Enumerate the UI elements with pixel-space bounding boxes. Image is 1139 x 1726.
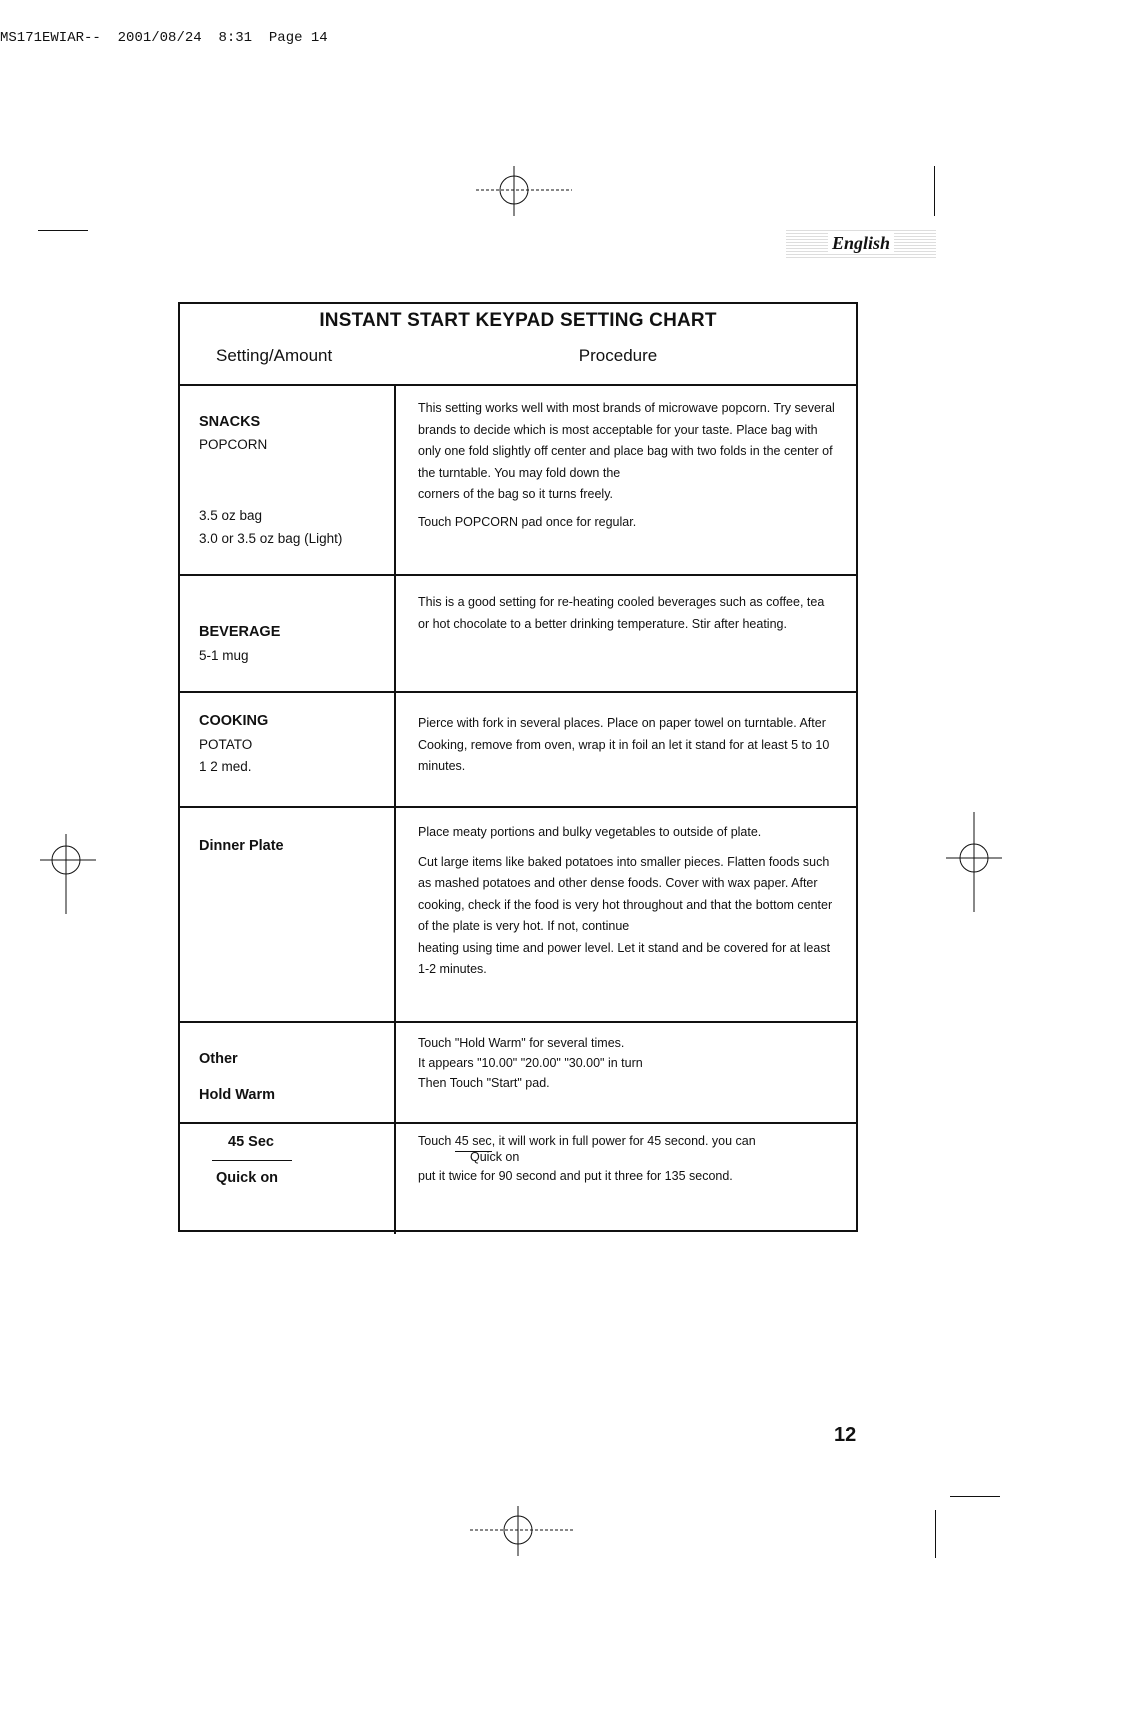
print-header	[0, 30, 328, 46]
divider	[212, 1160, 292, 1161]
procedure-cell	[396, 1023, 856, 1122]
amount-label: 5-1 mug	[199, 648, 249, 663]
procedure-text: Touch POPCORN pad once for regular.	[418, 514, 637, 529]
amount-label: 1 2 med.	[199, 759, 252, 774]
procedure-text: Pierce with fork in several places. Place on paper towel on turntable. After Cooking, remove from oven, wrap it in foil an let it stand for at least 5 to 10 minutes.	[418, 716, 830, 773]
crop-mark	[950, 1496, 1000, 1497]
item-label: Hold Warm	[199, 1087, 275, 1103]
procedure-cell	[396, 576, 856, 691]
table-row-dinner-plate	[180, 808, 856, 1023]
page-number: 12	[834, 1424, 857, 1446]
table-row-cooking	[180, 693, 856, 808]
registration-mark-icon	[946, 812, 1002, 912]
crop-mark	[38, 230, 88, 231]
keypad-setting-chart	[178, 302, 858, 1232]
crop-mark	[935, 1510, 936, 1558]
procedure-text: This setting works well with most brands of microwave popcorn. Try several brands to decide which is most acceptable for your taste. Place bag with only one fold slightly off center and place bag with two folds in the center of the turntable. You may fold down the	[418, 401, 835, 480]
procedure-text: This is a good setting for re-heating cooled beverages such as coffee, tea or hot chocolate to a better drinking temperature. Stir after heating.	[418, 595, 825, 631]
key-label: 45 sec	[455, 1132, 492, 1152]
procedure-text: It appears "10.00" "20.00" "30.00" in turn	[418, 1056, 643, 1070]
amount-label: 3.0 or 3.5 oz bag (Light)	[199, 531, 343, 546]
setting-cell	[180, 386, 396, 574]
table-row-beverage	[180, 576, 856, 693]
language-badge	[786, 228, 936, 258]
chart-header	[180, 304, 856, 386]
procedure-cell	[396, 693, 856, 806]
print-time: 8:31	[218, 30, 253, 46]
category-label: Other	[199, 1051, 238, 1067]
print-date: 2001/08/24	[117, 30, 202, 46]
setting-cell	[180, 576, 396, 691]
procedure-text: Place meaty portions and bulky vegetables to outside of plate.	[418, 825, 762, 839]
chart-title: INSTANT START KEYPAD SETTING CHART	[319, 310, 717, 331]
doc-code: MS171EWIAR--	[0, 30, 101, 46]
setting-cell	[180, 1124, 396, 1234]
amount-label: 3.5 oz bag	[199, 508, 263, 523]
setting-cell	[180, 808, 396, 1021]
setting-cell	[180, 1023, 396, 1122]
setting-cell	[180, 693, 396, 806]
print-page-label: Page 14	[268, 30, 328, 46]
procedure-cell	[396, 808, 856, 1021]
category-label: COOKING	[199, 713, 269, 729]
procedure-text: Touch	[418, 1134, 452, 1148]
category-label: SNACKS	[199, 414, 261, 430]
procedure-text: Touch "Hold Warm" for several times.	[418, 1036, 625, 1050]
category-label: 45 Sec	[228, 1134, 274, 1150]
procedure-text: put it twice for 90 second and put it three for 135 second.	[418, 1169, 733, 1183]
table-row-hold-warm	[180, 1023, 856, 1124]
column-header-setting: Setting/Amount	[216, 346, 333, 365]
table-row-quick-on	[180, 1124, 856, 1234]
item-label: Quick on	[216, 1170, 279, 1186]
table-row-snacks	[180, 386, 856, 576]
registration-mark-icon	[476, 166, 572, 216]
registration-mark-icon	[40, 834, 96, 914]
procedure-cell	[396, 386, 856, 574]
category-label: Dinner Plate	[199, 838, 284, 854]
column-header-procedure: Procedure	[578, 346, 658, 365]
item-label: POPCORN	[199, 437, 268, 452]
procedure-text: , it will work in full power for 45 second. you can	[491, 1134, 756, 1148]
registration-mark-icon	[470, 1506, 574, 1556]
procedure-cell	[396, 1124, 856, 1234]
language-label: English	[828, 233, 894, 254]
crop-mark	[934, 166, 935, 216]
category-label: BEVERAGE	[199, 624, 281, 640]
procedure-text: Cut large items like baked potatoes into smaller pieces. Flatten foods such as mashed potatoes and other dense foods. Cover with wax paper. After cooking, check if the food is very hot throughout and that the bottom center of the plate is very hot. If not, continue	[418, 854, 833, 933]
procedure-text: heating using time and power level. Let it stand and be covered for at least 1-2 minutes.	[418, 940, 831, 976]
key-label: Quick on	[470, 1150, 520, 1164]
item-label: POTATO	[199, 737, 253, 752]
procedure-text: Then Touch "Start" pad.	[418, 1076, 550, 1090]
procedure-text: corners of the bag so it turns freely.	[418, 487, 614, 501]
